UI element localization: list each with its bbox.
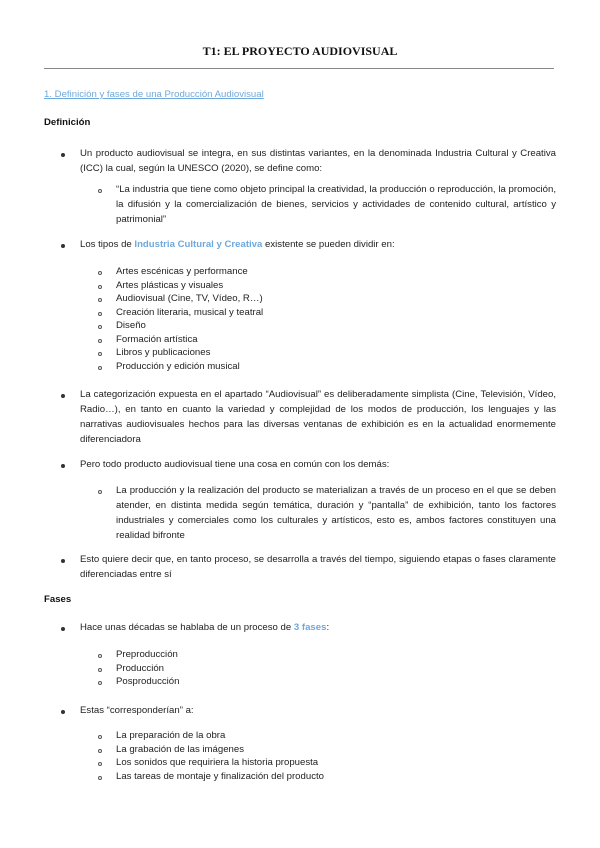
definicion-paragraph-1: Un producto audiovisual se integra, en sus distintas variantes, en la denominada Industria Cultural y Creativa (ICC) la cual, según la UNESCO (2020), se define como: (80, 148, 556, 174)
correspondencia-list-item: Los sonidos que requiriera la historia propuesta (116, 757, 319, 768)
bullet-circle-icon (98, 668, 102, 672)
bullet-circle-icon (98, 189, 102, 193)
unesco-quote: “La industria que tiene como objeto principal la creatividad, la producción o reproducción, la promoción, la difusión y la comercialización de bienes, servicios y actividades de contenido cultural, artístico y patrimonial” (116, 184, 556, 225)
correspondencia-list-item: La preparación de la obra (116, 730, 226, 741)
section-link[interactable]: 1. Definición y fases de una Producción Audiovisual (44, 89, 264, 100)
fases-heading: Fases (44, 594, 72, 605)
bullet-circle-icon (98, 735, 102, 739)
bullet-dot-icon (61, 627, 65, 631)
fases-paragraph-1: Hace unas décadas se hablaba de un proceso de 3 fases: (80, 622, 330, 633)
bullet-dot-icon (61, 710, 65, 714)
bullet-dot-icon (61, 394, 65, 398)
title-divider (44, 68, 554, 69)
bullet-circle-icon (98, 298, 102, 302)
tipos-list-item: Artes plásticas y visuales (116, 279, 224, 291)
bullet-circle-icon (98, 271, 102, 275)
tipos-list-item: Diseño (116, 320, 146, 331)
fases-list-item: Posproducción (116, 676, 180, 687)
bullet-circle-icon (98, 325, 102, 329)
bullet-circle-icon (98, 366, 102, 370)
bifronte-subitem: La producción y la realización del producto se materializan a través de un proceso en el que se deben atender, en distinta medida según temática, duración y “pantalla” de exhibición, tanto los factores industriales y comerciales como los culturales y artísticos, esto es, ambos factores constituyen una realidad bifronte (116, 485, 556, 541)
definicion-paragraph-3: La categorización expuesta en el apartado “Audiovisual” es deliberadamente simplista (Cine, Televisión, Vídeo, Radio…), en tanto en cuanto la variedad y complejidad de los modos de producción, los lenguajes y las narrativas audiovisuales hechos para las diversas ventanas de exhibición es en la actualidad enormemente diferenciadora (80, 389, 556, 445)
tipos-list-item: Artes escénicas y performance (116, 266, 248, 277)
bullet-dot-icon (61, 244, 65, 248)
page-title: T1: EL PROYECTO AUDIOVISUAL (202, 44, 398, 58)
bullet-circle-icon (98, 352, 102, 356)
bullet-dot-icon (61, 464, 65, 468)
bullet-circle-icon (98, 490, 102, 494)
fases-paragraph-2: Estas “corresponderían” a: (80, 705, 194, 716)
bullet-circle-icon (98, 654, 102, 658)
bullet-circle-icon (98, 312, 102, 316)
fases-list-item: Preproducción (116, 649, 178, 660)
tipos-list-item: Producción y edición musical (116, 360, 240, 372)
definicion-paragraph-5: Esto quiere decir que, en tanto proceso, se desarrolla a través del tiempo, siguiendo etapas o fases claramente diferenciadas entre sí (80, 554, 556, 580)
fases-list-item: Producción (116, 662, 164, 674)
bullet-dot-icon (61, 153, 65, 157)
definicion-paragraph-4: Pero todo producto audiovisual tiene una cosa en común con los demás: (80, 459, 390, 470)
tipos-list-item: Audiovisual (Cine, TV, Vídeo, R…) (116, 293, 263, 304)
bullet-circle-icon (98, 339, 102, 343)
bullet-circle-icon (98, 681, 102, 685)
tipos-list-item: Formación artística (116, 333, 198, 345)
bullet-circle-icon (98, 749, 102, 753)
bullet-dot-icon (61, 559, 65, 563)
bullet-circle-icon (98, 776, 102, 780)
bullet-circle-icon (98, 762, 102, 766)
definicion-paragraph-2: Los tipos de Industria Cultural y Creativa existente se pueden dividir en: (80, 239, 395, 250)
correspondencia-list-item: La grabación de las imágenes (116, 743, 245, 755)
definicion-heading: Definición (44, 117, 91, 128)
tipos-list-item: Creación literaria, musical y teatral (116, 306, 264, 318)
tres-fases-highlight: 3 fases (293, 622, 327, 633)
tipos-list-item: Libros y publicaciones (116, 347, 211, 358)
industria-cultural-highlight: Industria Cultural y Creativa (134, 239, 263, 250)
bullet-circle-icon (98, 285, 102, 289)
correspondencia-list-item: Las tareas de montaje y finalización del producto (116, 770, 324, 782)
